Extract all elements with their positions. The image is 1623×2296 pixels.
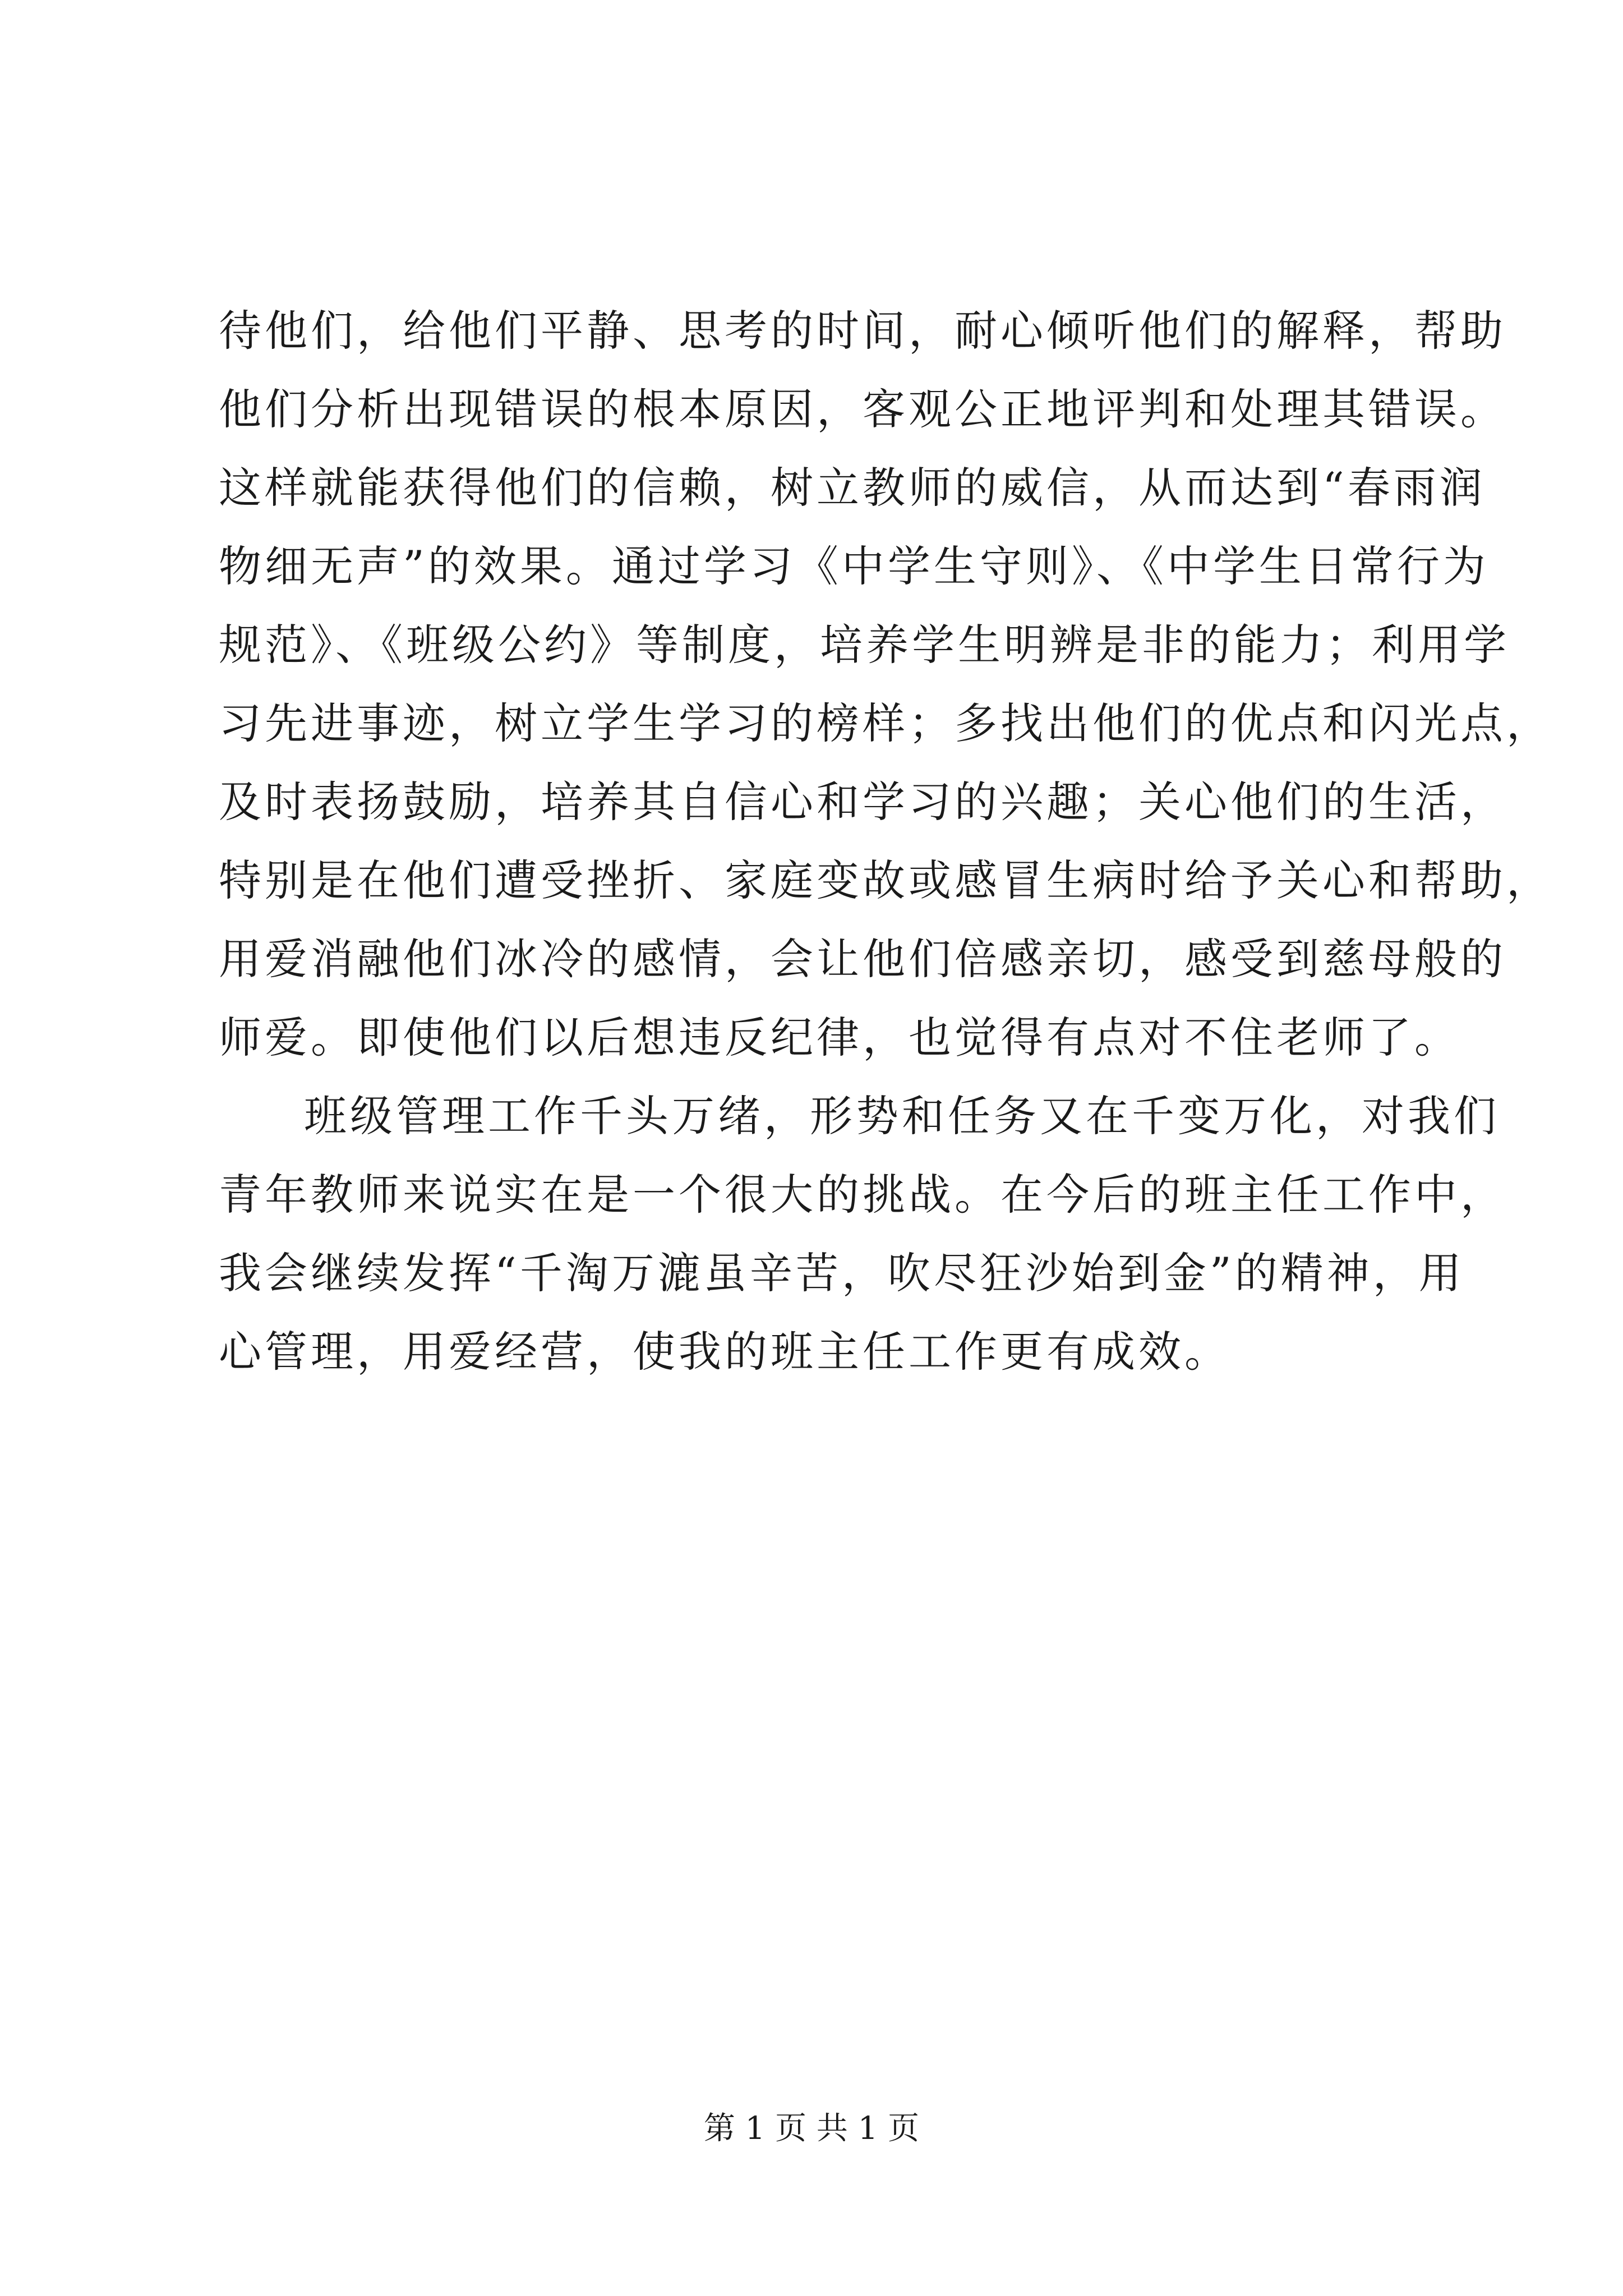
text-line: 青年教师来说实在是一个很大的挑战。在今后的班主任工作中， xyxy=(219,1170,1506,1220)
text-line: 物细无声”的效果。通过学习《中学生守则》、《中学生日常行为 xyxy=(219,541,1489,591)
text-line: 习先进事迹，树立学生学习的榜样；多找出他们的优点和闪光点， xyxy=(219,698,1552,748)
text-line: 班级管理工作千头万绪，形势和任务又在千变万化，对我们 xyxy=(304,1091,1500,1141)
document-body xyxy=(219,292,1552,1391)
text-line: 特别是在他们遭受挫折、家庭变故或感冒生病时给予关心和帮助， xyxy=(219,855,1552,905)
text-line: 待他们，给他们平静、思考的时间，耐心倾听他们的解释，帮助 xyxy=(219,306,1506,356)
text-line: 他们分析出现错误的根本原因，客观公正地评判和处理其错误。 xyxy=(219,384,1506,434)
text-line: 及时表扬鼓励，培养其自信心和学习的兴趣；关心他们的生活， xyxy=(219,777,1506,827)
text-line: 规范》、《班级公约》等制度，培养学生明辨是非的能力；利用学 xyxy=(219,620,1510,670)
page-footer: 第 1 页 共 1 页 xyxy=(703,2110,920,2147)
text-line: 这样就能获得他们的信赖，树立教师的威信，从而达到“春雨润 xyxy=(219,463,1486,513)
paragraph-1 xyxy=(219,292,1552,1077)
text-line: 我会继续发挥“千淘万漉虽辛苦，吹尽狂沙始到金”的精神，用 xyxy=(219,1248,1465,1298)
text-line: 用爱消融他们冰冷的感情，会让他们倍感亲切，感受到慈母般的 xyxy=(219,934,1506,984)
text-line: 心管理，用爱经营，使我的班主任工作更有成效。 xyxy=(219,1327,1230,1377)
paragraph-2 xyxy=(219,1077,1506,1391)
text-line: 师爱。即使他们以后想违反纪律，也觉得有点对不住老师了。 xyxy=(219,1013,1460,1062)
